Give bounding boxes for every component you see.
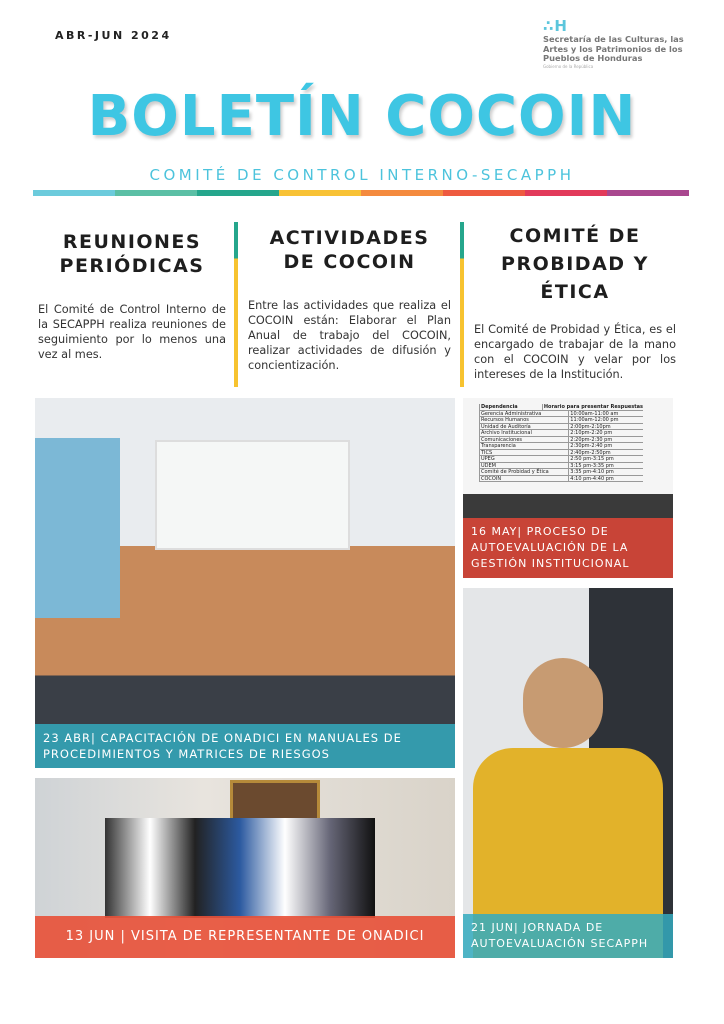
table-cell: Gerencia Administrativa (479, 411, 568, 417)
section-text: El Comité de Control Interno de la SECAPPH realiza reuniones de seguimiento por lo menos una vez al mes. (38, 303, 226, 361)
color-bar-segment (33, 190, 115, 196)
section-heading: ACTIVIDADES DE COCOIN (269, 227, 430, 273)
table-cell: 2:40pm-2:50pm (568, 450, 643, 456)
logo-text: Secretaría de las Culturas, las Artes y los Patrimonios de los Pueblos de Honduras (543, 34, 684, 63)
table-cell: UPEG (479, 456, 568, 462)
section-heading: REUNIONES PERIÓDICAS (59, 231, 205, 277)
page-subtitle: COMITÉ DE CONTROL INTERNO-SECAPPH (149, 166, 575, 184)
table-row (479, 476, 643, 483)
banner (35, 438, 120, 618)
table-cell: 2:10pm-2:20 pm (568, 430, 643, 436)
column-divider (234, 222, 238, 387)
section-text: Entre las actividades que realiza el COCOIN están: Elaborar el Plan Anual de trabajo del COCOIN, realizar actividades de difusión y concientización. (248, 299, 451, 372)
section-actividades (248, 226, 451, 373)
table-cell: Horario para presentar Respuestas (543, 404, 643, 410)
page-title: BOLETÍN COCOIN (87, 84, 637, 149)
table-cell: 3:35 pm-4:10 pm (568, 469, 643, 475)
table-cell: Dependencia (479, 404, 542, 410)
table-cell: TICS (479, 450, 568, 456)
photo-caption: 13 JUN | VISITA DE REPRESENTANTE DE ONADICI (35, 916, 455, 958)
color-bar-segment (197, 190, 279, 196)
projector-screen (155, 440, 350, 550)
schedule-table (479, 404, 643, 482)
section-reuniones (38, 230, 226, 362)
color-bar-segment (525, 190, 607, 196)
person (523, 658, 603, 748)
color-bar-segment (607, 190, 689, 196)
table-cell: COCOIN (479, 476, 568, 482)
period-label: ABR-JUN 2024 (55, 29, 172, 42)
table-cell: Transparencia (479, 443, 568, 449)
photo-visita (35, 778, 455, 958)
photo-caption: 21 JUN| JORNADA DE AUTOEVALUACIÓN SECAPPH (463, 914, 673, 958)
table-cell: UDEM (479, 463, 568, 469)
color-bar-segment (361, 190, 443, 196)
color-bar-segment (279, 190, 361, 196)
table-cell: 2:20pm-2:30 pm (568, 437, 643, 443)
table-cell: Comunicaciones (479, 437, 568, 443)
table-cell: 4:10 pm-4:40 pm (568, 476, 643, 482)
logo-small: Gobierno de la República (543, 63, 594, 69)
table-cell: 10:00am-11:00 am (568, 411, 643, 417)
table-cell: 2:30pm-2:40 pm (568, 443, 643, 449)
photo-capacitacion (35, 398, 455, 768)
table-cell: 3:15 pm-3:35 pm (568, 463, 643, 469)
institution-logo (543, 17, 693, 69)
table-cell: Unidad de Auditoría (479, 424, 568, 430)
color-bar-segment (115, 190, 197, 196)
table-cell: Recursos Humanos (479, 417, 568, 423)
color-bar-segment (443, 190, 525, 196)
color-bar (33, 190, 689, 196)
logo-mark: ∴H (543, 17, 568, 35)
photo-caption: 16 MAY| PROCESO DE AUTOEVALUACIÓN DE LA GESTIÓN INSTITUCIONAL (463, 518, 673, 578)
table-cell: 2:50 pm-3:15 pm (568, 456, 643, 462)
group-of-people (105, 818, 375, 918)
section-text: El Comité de Probidad y Ética, es el encargado de trabajar de la mano con el COCOIN y velar por los intereses de la Institución. (474, 323, 676, 381)
table-cell: Archivo Institucional (479, 430, 568, 436)
column-divider (460, 222, 464, 387)
table-cell: Comité de Probidad y Ética (479, 469, 568, 475)
photo-jornada (463, 588, 673, 958)
table-cell: 11:00am-12:00 pm (568, 417, 643, 423)
section-probidad (474, 222, 676, 382)
photo-autoevaluacion (463, 398, 673, 578)
photo-caption: 23 ABR| CAPACITACIÓN DE ONADICI EN MANUALES DE PROCEDIMIENTOS Y MATRICES DE RIESGOS (35, 724, 455, 768)
section-heading: COMITÉ DE PROBIDAD Y ÉTICA (501, 225, 649, 303)
table-cell: 2:00pm-2:10pm (568, 424, 643, 430)
